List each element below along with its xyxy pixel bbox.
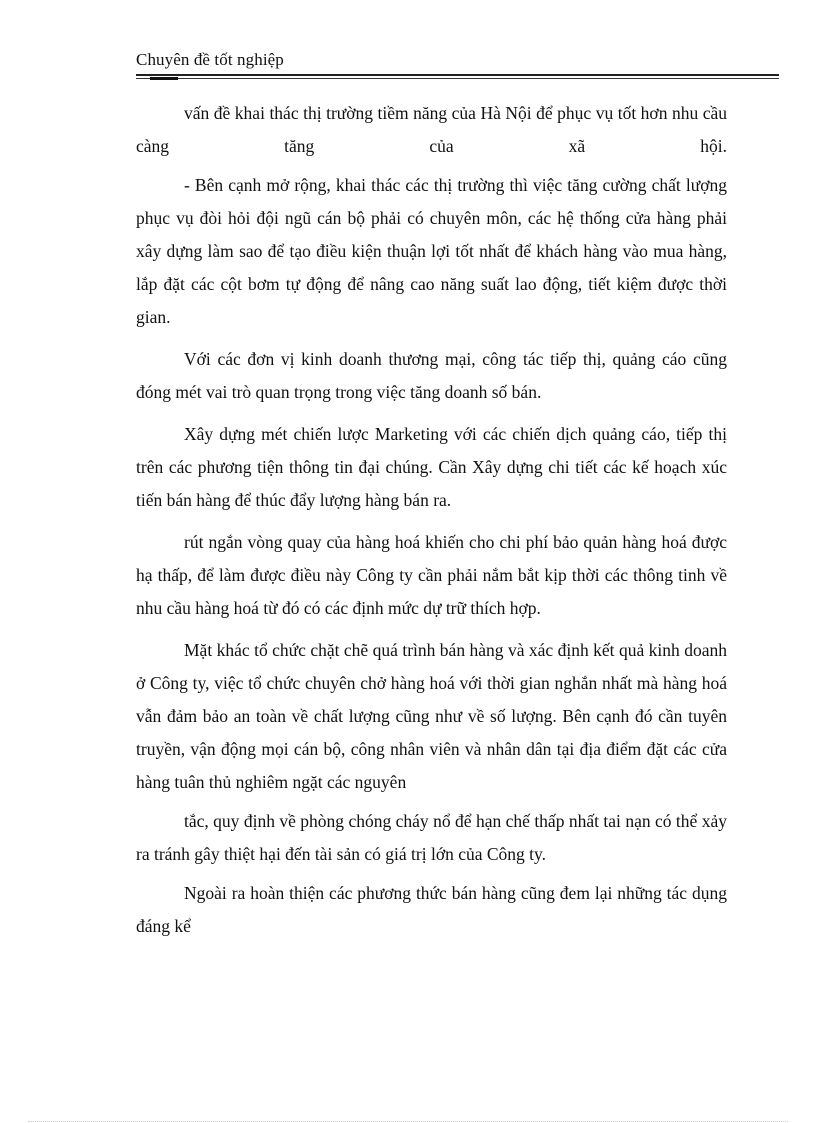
paragraph: Với các đơn vị kinh doanh thương mại, công tác tiếp thị, quảng cáo cũng đóng mét vai trò quan trọng trong việc tăng doanh số bán. [136,349,727,402]
paragraph: rút ngắn vòng quay của hàng hoá khiến cho chi phí bảo quản hàng hoá được hạ thấp, để làm được điều này Công ty cần phải nắm bắt kịp thời các thông tinh về nhu cầu hàng hoá từ đó có các định mức dự trữ thích hợp. [136,532,727,618]
paragraph: Xây dựng mét chiến lược Marketing với các chiến dịch quảng cáo, tiếp thị trên các phương tiện thông tin đại chúng. Cần Xây dựng chi tiết các kế hoạch xúc tiến bán hàng để thúc đẩy lượng hàng bán ra. [136,424,727,510]
header-rule-secondary [136,78,779,79]
header-rule [136,74,779,76]
paragraph: vấn đề khai thác thị trường tiềm năng của Hà Nội để phục vụ tốt hơn nhu cầu càng tăng của xã hội. [136,103,727,156]
document-body [136,97,727,943]
paragraph: tắc, quy định về phòng chóng cháy nổ để hạn chế thấp nhất tai nạn có thể xảy ra tránh gây thiệt hại đến tài sản có giá trị lớn của Công ty. [136,811,727,864]
header-accent-mark [150,77,178,80]
paragraph: - Bên cạnh mở rộng, khai thác các thị trường thì việc tăng cường chất lượng phục vụ đòi hỏi đội ngũ cán bộ phải có chuyên môn, các hệ thống cửa hàng phải xây dựng làm sao để tạo điều kiện thuận lợi tốt nhất để khách hàng vào mua hàng, lắp đặt các cột bơm tự động để nâng cao năng suất lao động, tiết kiệm được thời gian. [136,175,727,327]
header-title: Chuyên đề tốt nghiệp [136,50,284,69]
footer-rule [28,1121,788,1122]
paragraph: Ngoài ra hoàn thiện các phương thức bán hàng cũng đem lại những tác dụng đáng kể [136,883,727,936]
paragraph: Mặt khác tổ chức chặt chẽ quá trình bán hàng và xác định kết quả kinh doanh ở Công ty, việc tổ chức chuyên chở hàng hoá với thời gian nghắn nhất mà hàng hoá vẫn đảm bảo an toàn về chất lượng cũng như về số lượng. Bên cạnh đó cần tuyên truyền, vận động mọi cán bộ, công nhân viên và nhân dân tại địa điểm đặt các cửa hàng tuân thủ nghiêm ngặt các nguyên [136,640,727,792]
